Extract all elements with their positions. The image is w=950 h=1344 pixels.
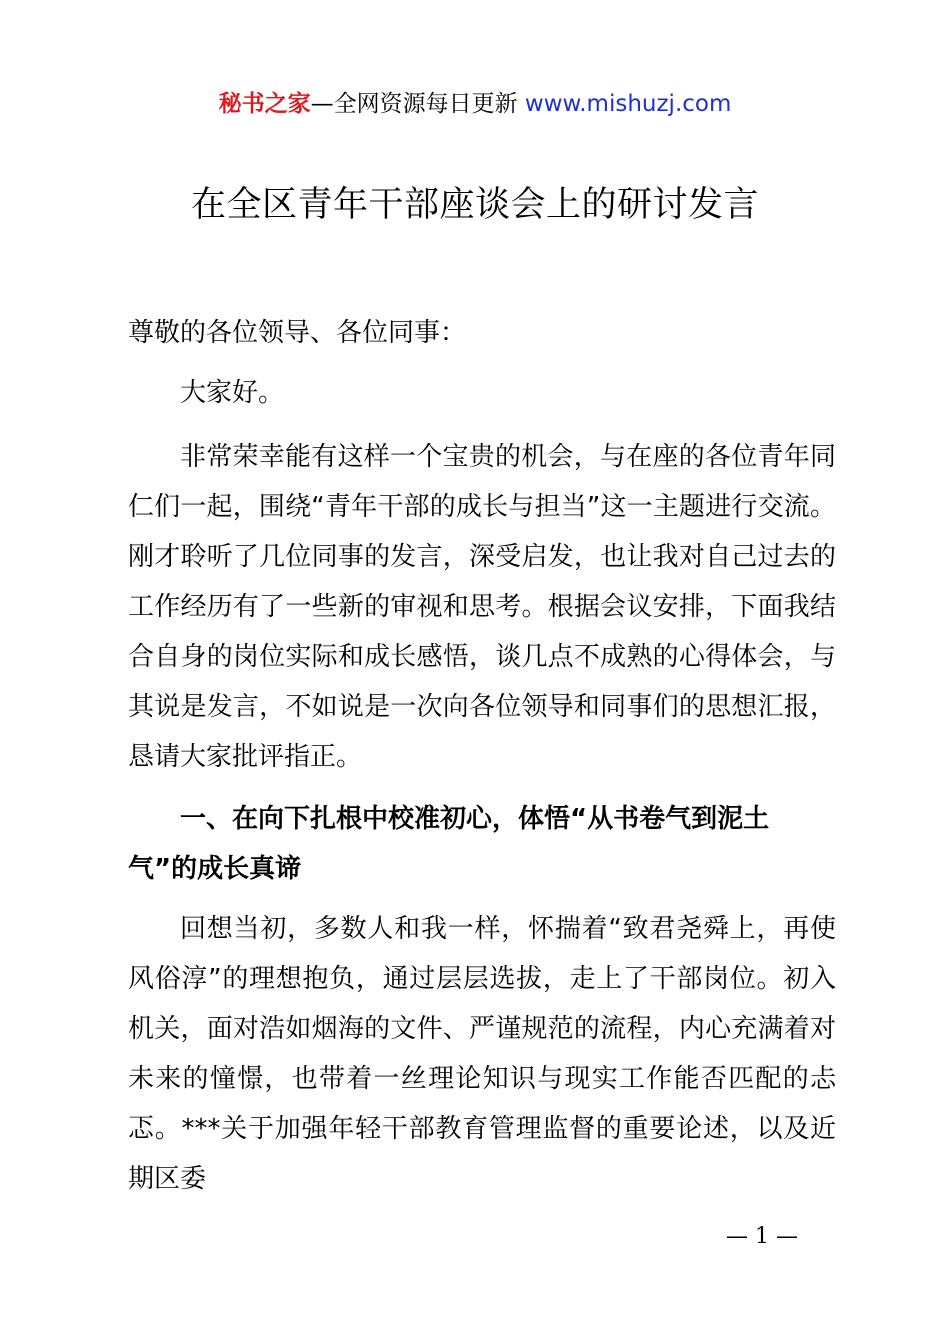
page-number: — 1 —	[726, 1224, 798, 1249]
brand-name: 秘书之家	[218, 91, 311, 117]
site-header	[0, 86, 950, 122]
salutation: 尊敬的各位领导、各位同事：	[128, 318, 467, 348]
body-paragraph: 回想当初，多数人和我一样，怀揣着“致君尧舜上，再使风俗淳”的理想抱负，通过层层选拔，走上了干部岗位。初入机关，面对浩如烟海的文件、严谨规范的流程，内心充满着对未来的憧憬，也带着一丝理论知识与现实工作能否匹配的忐忑。***关于加强年轻干部教育管理监督的重要论述，以及近期区委	[128, 914, 836, 1194]
site-url-link[interactable]: www.mishuzj.com	[524, 91, 732, 117]
body-paragraph: 非常荣幸能有这样一个宝贵的机会，与在座的各位青年同仁们一起，围绕“青年干部的成长与担当”这一主题进行交流。刚才聆听了几位同事的发言，深受启发，也让我对自己过去的工作经历有了一些新的审视和思考。根据会议安排，下面我结合自身的岗位实际和成长感悟，谈几点不成熟的心得体会，与其说是发言，不如说是一次向各位领导和同事们的思想汇报，恳请大家批评指正。	[128, 442, 836, 772]
greeting: 大家好。	[180, 378, 285, 408]
header-tagline: —全网资源每日更新	[310, 91, 525, 117]
document-title: 在全区青年干部座谈会上的研讨发言	[190, 185, 759, 225]
section-heading: 一、在向下扎根中校准初心，体悟“从书卷气到泥土气”的成长真谛	[128, 804, 770, 884]
